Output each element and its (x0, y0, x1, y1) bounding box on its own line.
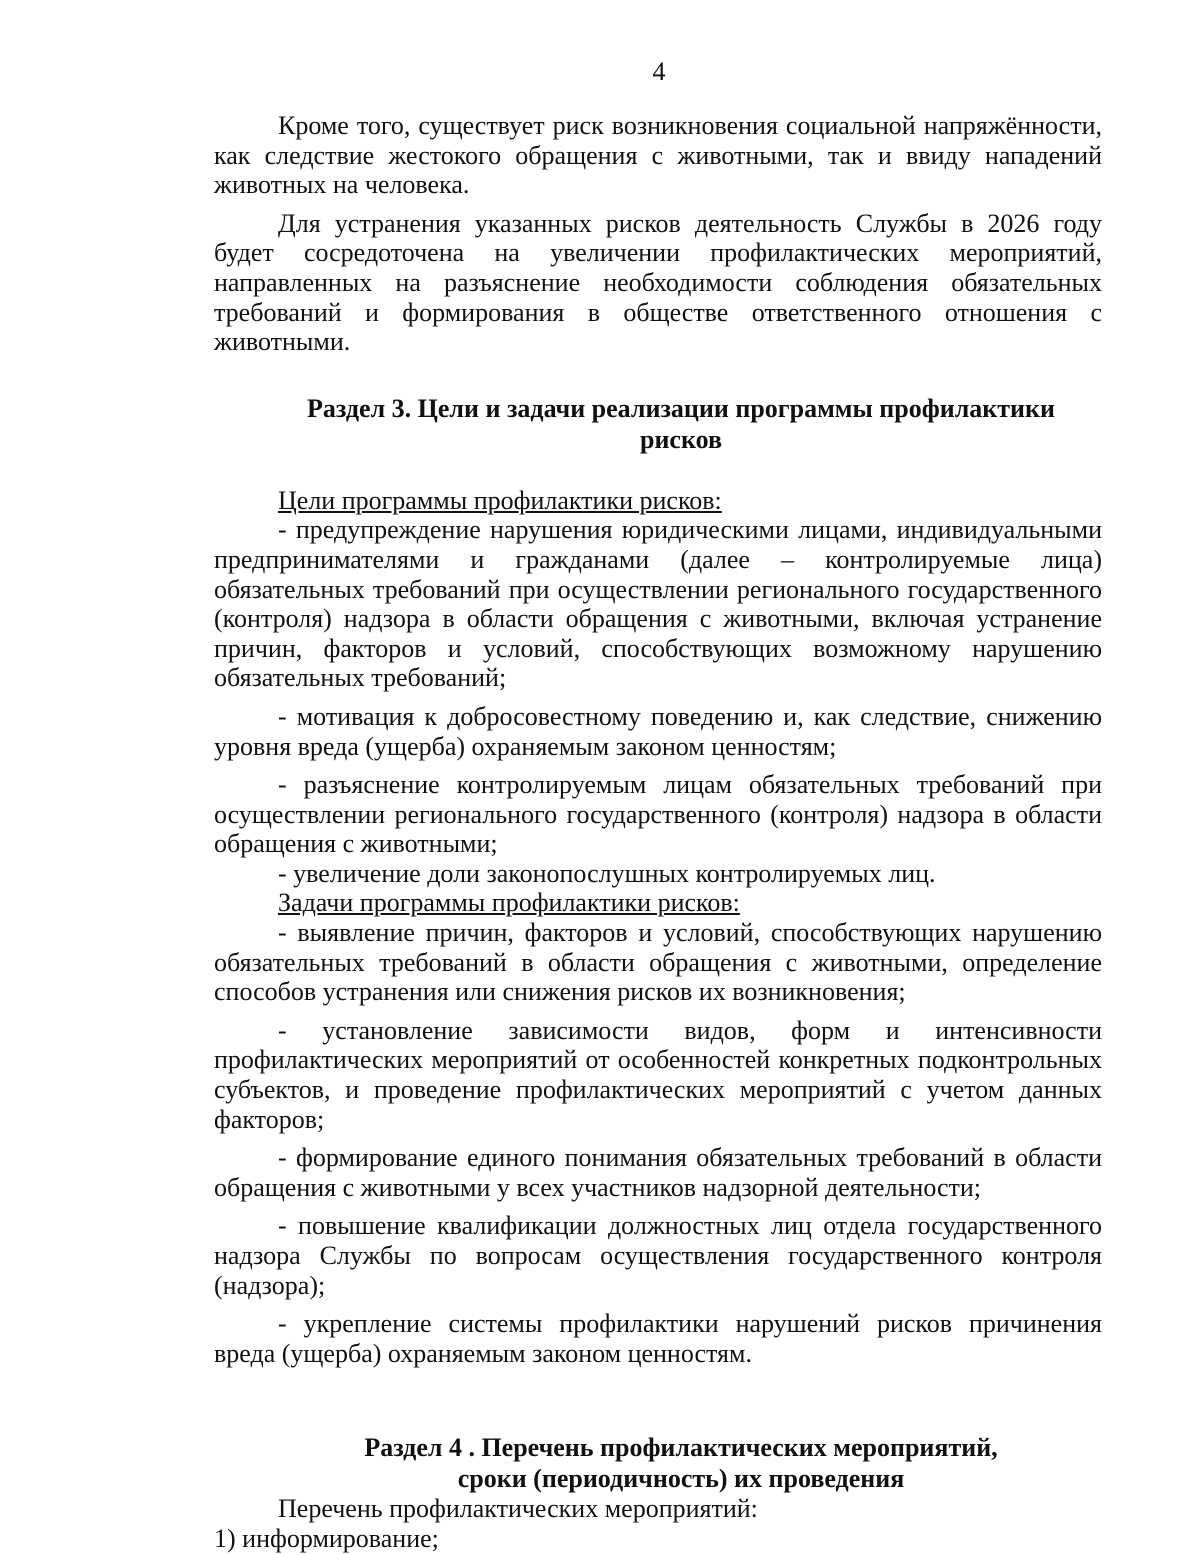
goal-item-1: - предупреждение нарушения юридическими лицами, индивидуальными предпринимателями и гражданами (далее – контролируемые лица) обязательных требований при осуществлении регионального государственного (контроля) надзора в области обращения с животными, включая устранение причин, факторов и условий, способствующих возможному нарушению обязательных требований; (214, 515, 1102, 693)
page-content (214, 111, 1102, 1554)
task-item-3: - формирование единого понимания обязательных требований в области обращения с животными у всех участников надзорной деятельности; (214, 1143, 1102, 1202)
goal-item-3: - разъяснение контролируемым лицам обязательных требований при осуществлении регионального государственного (контроля) надзора в области обращения с животными; (214, 770, 1102, 859)
section-3-heading (214, 393, 1102, 455)
task-item-4: - повышение квалификации должностных лиц отдела государственного надзора Службы по вопросам осуществления государственного контроля (надзора); (214, 1211, 1102, 1300)
section-3-title-line-1: Раздел 3. Цели и задачи реализации программы профилактики (307, 393, 1055, 423)
intro-paragraph-1: Кроме того, существует риск возникновения социальной напряжённости, как следствие жестокого обращения с животными, так и ввиду нападений животных на человека. (214, 111, 1102, 200)
section-4-title-line-2: сроки (периодичность) их проведения (457, 1464, 905, 1494)
tasks-heading (214, 888, 1102, 918)
measures-list-item-1: 1) информирование; (214, 1523, 439, 1553)
section-3-title-line-2: рисков (639, 424, 722, 454)
goals-heading (214, 486, 1102, 516)
tasks-heading-text: Задачи программы профилактики рисков: (278, 888, 740, 918)
goals-heading-text: Цели программы профилактики рисков: (278, 485, 722, 515)
task-item-2: - установление зависимости видов, форм и интенсивности профилактических мероприятий от особенностей конкретных подконтрольных субъектов, и проведение профилактических мероприятий с учетом данных факторов; (214, 1015, 1102, 1134)
goal-item-4: - увеличение доли законопослушных контролируемых лиц. (278, 858, 936, 888)
section-4-title-line-1: Раздел 4 . Перечень профилактических мероприятий, (364, 1433, 998, 1463)
task-item-1: - выявление причин, факторов и условий, способствующих нарушению обязательных требований в области обращения с животными, определение способов устранения или снижения рисков их возникновения; (214, 918, 1102, 1007)
page-number: 4 (652, 57, 666, 86)
goal-item-2: - мотивация к добросовестному поведению и, как следствие, снижению уровня вреда (ущерба) охраняемым законом ценностям; (214, 701, 1102, 761)
intro-paragraph-2: Для устранения указанных рисков деятельность Службы в 2026 году будет сосредоточена на увеличении профилактических мероприятий, направленных на разъяснение необходимости соблюдения обязательных требований и формирования в обществе ответственного отношения с животными. (214, 208, 1102, 357)
section-4-heading (214, 1432, 1102, 1494)
measures-list-intro: Перечень профилактических мероприятий: (278, 1494, 758, 1524)
task-item-5: - укрепление системы профилактики нарушений рисков причинения вреда (ущерба) охраняемым законом ценностям. (214, 1309, 1102, 1368)
